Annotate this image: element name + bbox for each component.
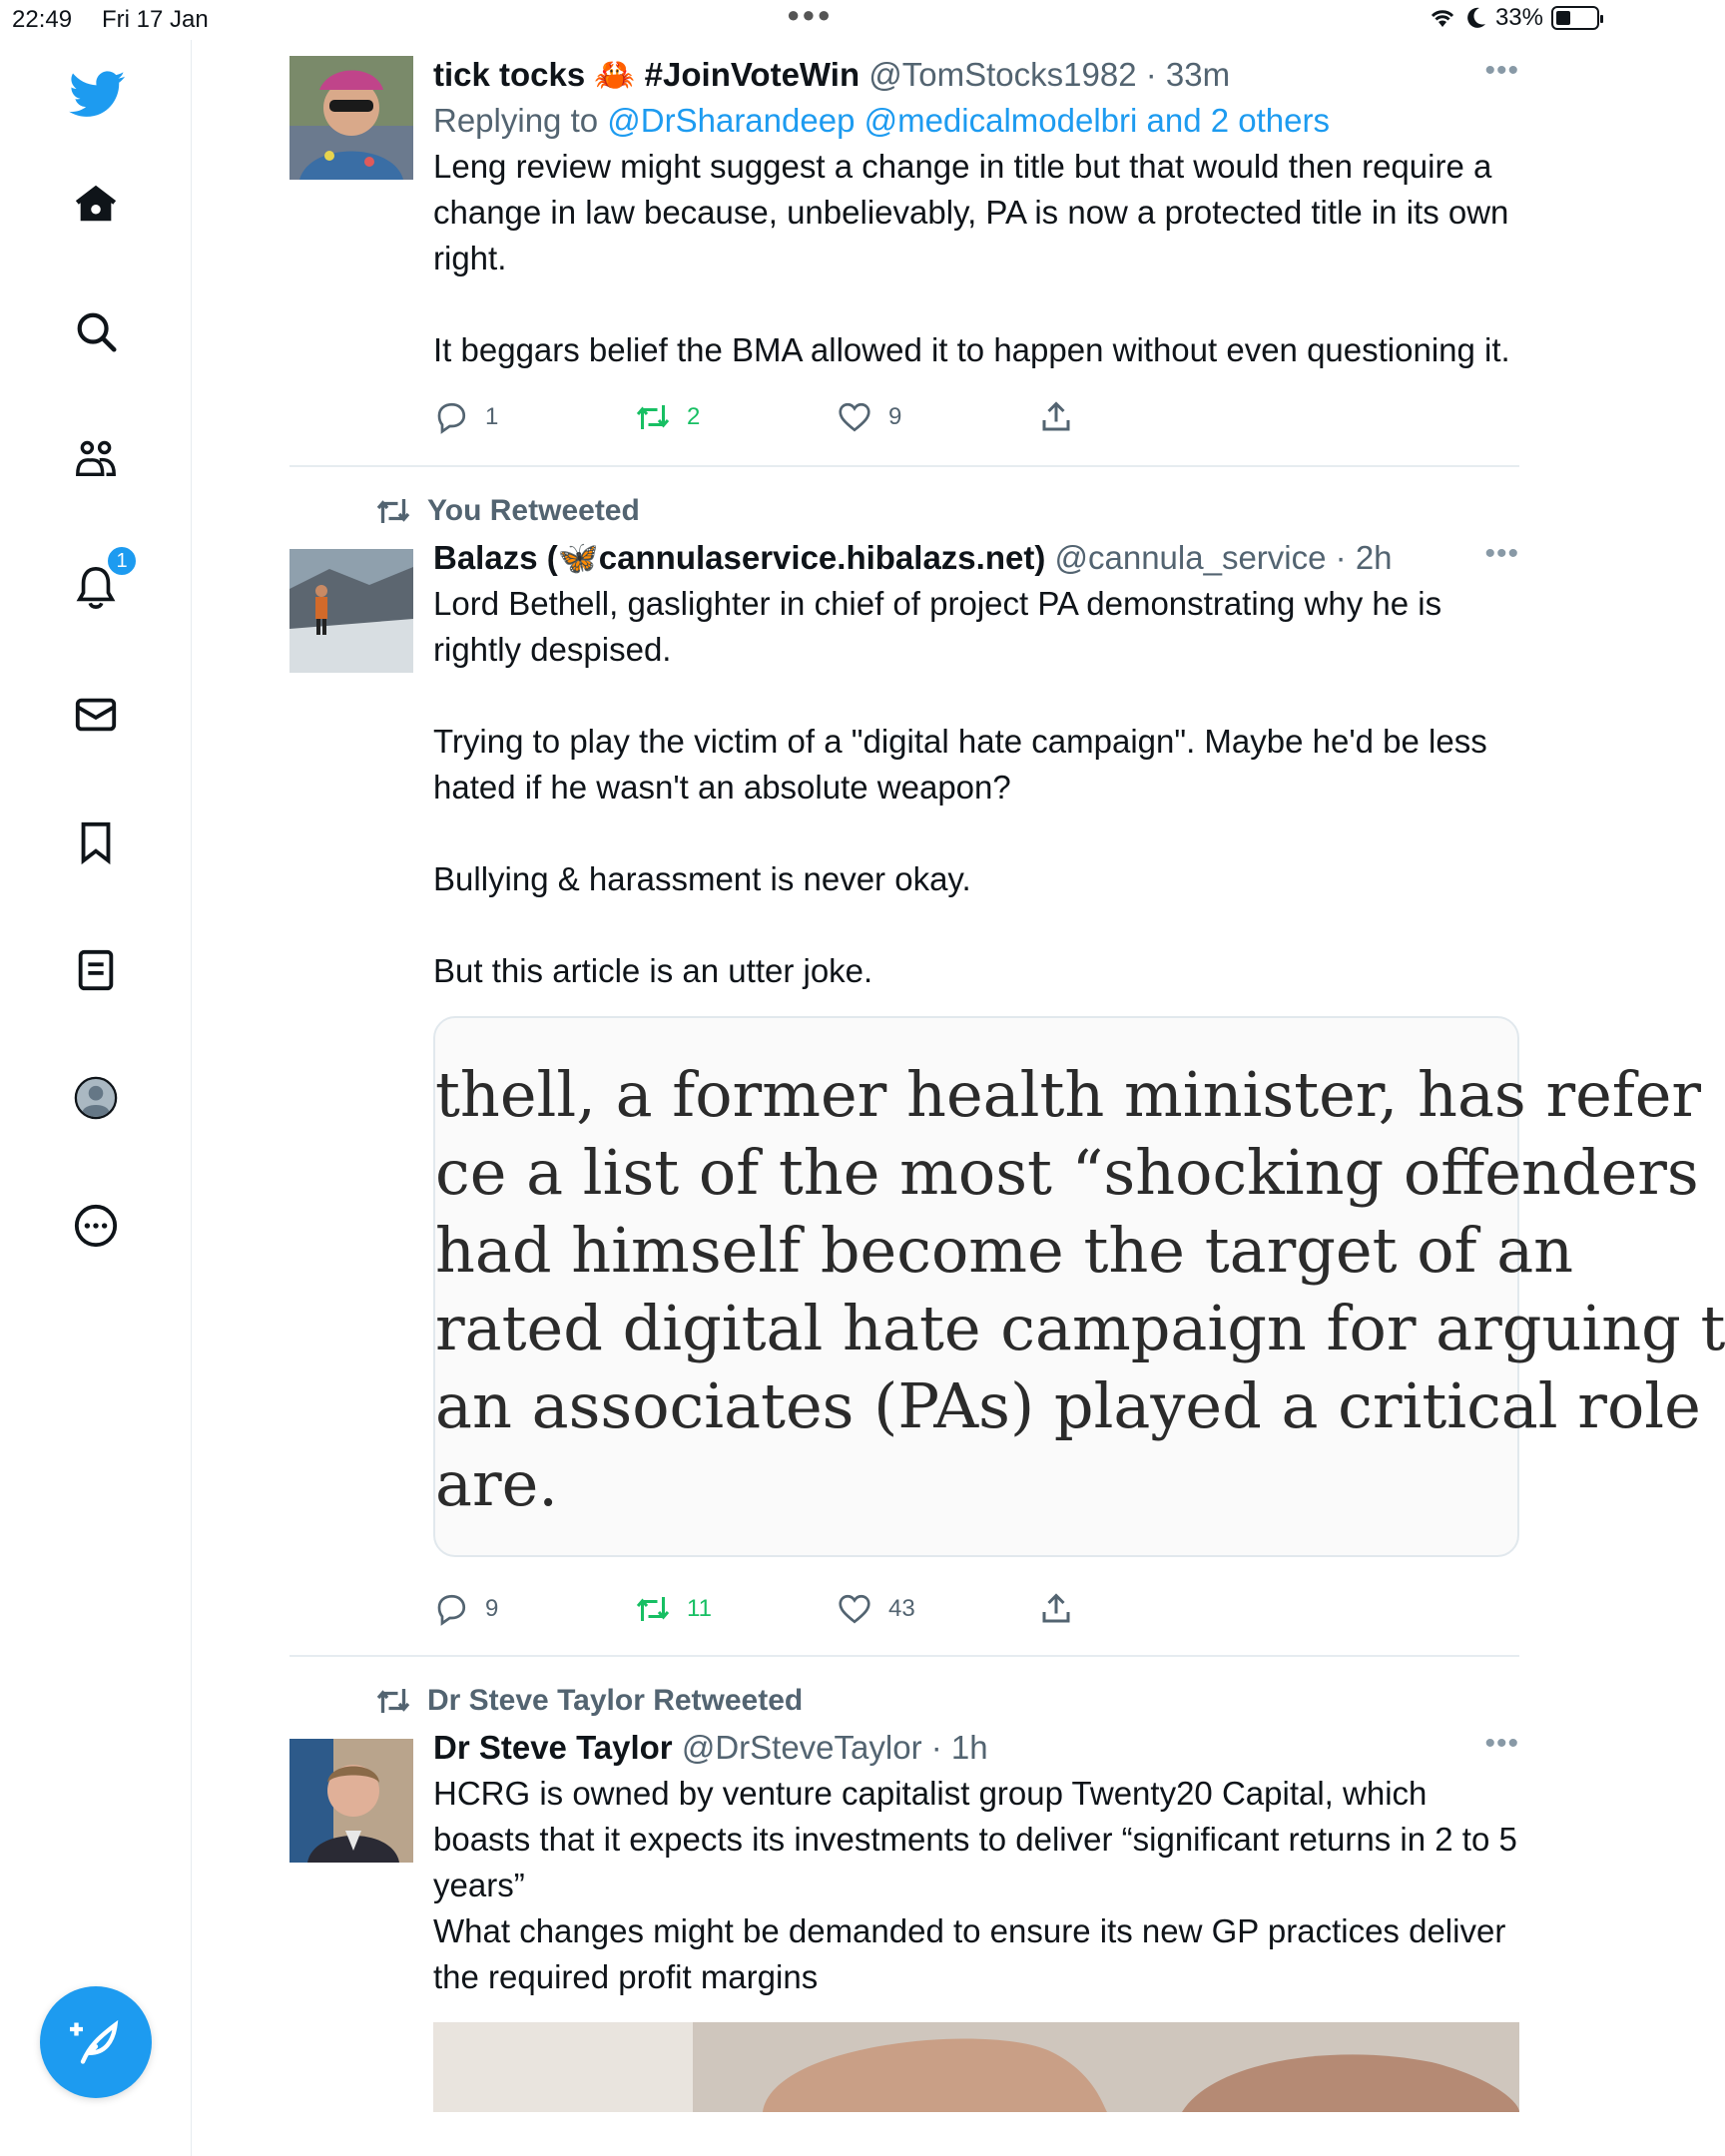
tweet-actions bbox=[433, 1579, 1519, 1639]
tweet-text bbox=[433, 144, 1519, 373]
article-line: thell, a former health minister, has refer bbox=[435, 1058, 1702, 1131]
tweet-time[interactable]: · 1h bbox=[930, 1729, 988, 1766]
battery-icon bbox=[1551, 6, 1599, 30]
tweet-more-icon[interactable]: ••• bbox=[1484, 537, 1519, 570]
article-line: rated digital hate campaign for arguing t bbox=[435, 1292, 1725, 1364]
author-handle[interactable]: @TomStocks1982 bbox=[868, 56, 1137, 93]
retweet-button[interactable] bbox=[635, 1591, 837, 1627]
retweet-icon bbox=[635, 1591, 671, 1627]
share-icon bbox=[1038, 1591, 1074, 1627]
article-line: are. bbox=[435, 1447, 559, 1520]
like-button[interactable] bbox=[837, 1591, 1038, 1627]
article-line: an associates (PAs) played a critical role bbox=[435, 1369, 1701, 1442]
status-bar bbox=[0, 0, 1617, 40]
tweet[interactable] bbox=[289, 40, 1519, 467]
twitter-logo-icon[interactable] bbox=[68, 64, 128, 124]
tweet-line: HCRG is owned by venture capitalist group Twenty20 Capital, which boasts that it expects its investments to deliver “significant returns in 2 to 5 years” bbox=[433, 1775, 1517, 1903]
tweet-paragraph: Bullying & harassment is never okay. bbox=[433, 860, 971, 897]
share-button[interactable] bbox=[1038, 1591, 1240, 1627]
reply-button[interactable] bbox=[433, 1591, 635, 1627]
timeline bbox=[289, 40, 1725, 2112]
tweet[interactable] bbox=[289, 467, 1725, 1657]
wifi-icon bbox=[1428, 6, 1457, 30]
article-line: had himself become the target of an bbox=[435, 1214, 1574, 1287]
tweet-paragraph: It beggars belief the BMA allowed it to happen without even questioning it. bbox=[433, 331, 1510, 368]
compose-tweet-button[interactable] bbox=[40, 1986, 152, 2098]
retweet-context-icon bbox=[375, 1683, 411, 1719]
reply-prefix: Replying to bbox=[433, 102, 599, 139]
retweet-count: 11 bbox=[687, 1595, 712, 1622]
avatar[interactable] bbox=[289, 1739, 413, 1863]
status-date: Fri 17 Jan bbox=[102, 6, 209, 33]
more-options-icon[interactable] bbox=[70, 1200, 122, 1252]
lists-icon[interactable] bbox=[70, 944, 122, 996]
tweet-line: What changes might be demanded to ensure its new GP practices deliver the required profit margins bbox=[433, 1912, 1506, 1995]
tweet-time[interactable]: · 33m bbox=[1145, 56, 1231, 93]
search-icon[interactable] bbox=[70, 305, 122, 357]
tweet-actions bbox=[433, 387, 1519, 447]
heart-icon bbox=[837, 399, 872, 435]
communities-icon[interactable] bbox=[70, 433, 122, 485]
multitasking-dots-icon[interactable]: ●●● bbox=[787, 2, 833, 27]
compose-feather-icon bbox=[70, 2016, 122, 2068]
status-right bbox=[1428, 4, 1599, 32]
reply-to-line bbox=[433, 98, 1519, 144]
profile-avatar-icon[interactable] bbox=[70, 1072, 122, 1124]
author-name[interactable]: Dr Steve Taylor bbox=[433, 1729, 673, 1766]
author-name[interactable]: tick tocks 🦀 #JoinVoteWin bbox=[433, 56, 861, 93]
tweet-paragraph: Trying to play the victim of a "digital hate campaign". Maybe he'd be less hated if he wasn't an absolute weapon? bbox=[433, 723, 1487, 806]
retweet-count: 2 bbox=[687, 403, 701, 430]
tweet-paragraph: But this article is an utter joke. bbox=[433, 952, 873, 989]
like-button[interactable] bbox=[837, 399, 1038, 435]
tweet-header bbox=[433, 535, 1519, 581]
retweet-context[interactable] bbox=[375, 487, 1519, 535]
tweet-paragraph: Lord Bethell, gaslighter in chief of project PA demonstrating why he is rightly despised. bbox=[433, 585, 1442, 668]
reply-to-mentions[interactable]: @DrSharandeep @medicalmodelbri and 2 others bbox=[607, 102, 1330, 139]
reply-count: 1 bbox=[485, 403, 499, 430]
notifications-bell-icon[interactable] bbox=[70, 549, 128, 613]
tweet-more-icon[interactable]: ••• bbox=[1484, 54, 1519, 87]
article-line: ce a list of the most “shocking offenders bbox=[435, 1136, 1699, 1209]
like-count: 9 bbox=[888, 403, 902, 430]
share-button[interactable] bbox=[1038, 399, 1240, 435]
home-icon[interactable] bbox=[70, 178, 122, 230]
sidebar bbox=[0, 40, 192, 2156]
retweet-icon bbox=[635, 399, 671, 435]
author-name[interactable]: Balazs (🦋cannulaservice.hibalazs.net) bbox=[433, 539, 1046, 576]
author-handle[interactable]: @DrSteveTaylor bbox=[681, 1729, 922, 1766]
tweet[interactable] bbox=[289, 1657, 1519, 2112]
reply-icon bbox=[433, 399, 469, 435]
battery-percent: 33% bbox=[1494, 4, 1543, 31]
retweeted-by: Dr Steve Taylor Retweeted bbox=[427, 1684, 804, 1717]
tweet-media-photo[interactable] bbox=[433, 2022, 1519, 2112]
notification-badge: 1 bbox=[106, 545, 138, 577]
avatar[interactable] bbox=[289, 56, 413, 180]
article-snippet bbox=[435, 1018, 1725, 1555]
tweet-text bbox=[433, 581, 1519, 994]
heart-icon bbox=[837, 1591, 872, 1627]
retweet-button[interactable] bbox=[635, 399, 837, 435]
reply-icon bbox=[433, 1591, 469, 1627]
tweet-text bbox=[433, 1771, 1519, 2000]
tweet-time[interactable]: · 2h bbox=[1335, 539, 1393, 576]
retweet-context-icon bbox=[375, 493, 411, 529]
like-count: 43 bbox=[888, 1595, 915, 1622]
bookmarks-icon[interactable] bbox=[70, 816, 122, 868]
tweet-paragraph: Leng review might suggest a change in title but that would then require a change in law because, unbelievably, PA is now a protected title in its own right. bbox=[433, 148, 1509, 276]
status-time: 22:49 bbox=[12, 6, 73, 33]
messages-icon[interactable] bbox=[70, 689, 122, 741]
moon-icon bbox=[1465, 6, 1487, 30]
tweet-header bbox=[433, 52, 1519, 98]
avatar[interactable] bbox=[289, 549, 413, 673]
author-handle[interactable]: @cannula_service bbox=[1054, 539, 1327, 576]
reply-button[interactable] bbox=[433, 399, 635, 435]
tweet-more-icon[interactable]: ••• bbox=[1484, 1727, 1519, 1760]
tweet-header bbox=[433, 1725, 1519, 1771]
retweet-context[interactable] bbox=[375, 1677, 1519, 1725]
retweeted-by: You Retweeted bbox=[427, 494, 640, 527]
tweet-media-image[interactable] bbox=[433, 1016, 1725, 1557]
share-icon bbox=[1038, 399, 1074, 435]
reply-count: 9 bbox=[485, 1595, 499, 1622]
